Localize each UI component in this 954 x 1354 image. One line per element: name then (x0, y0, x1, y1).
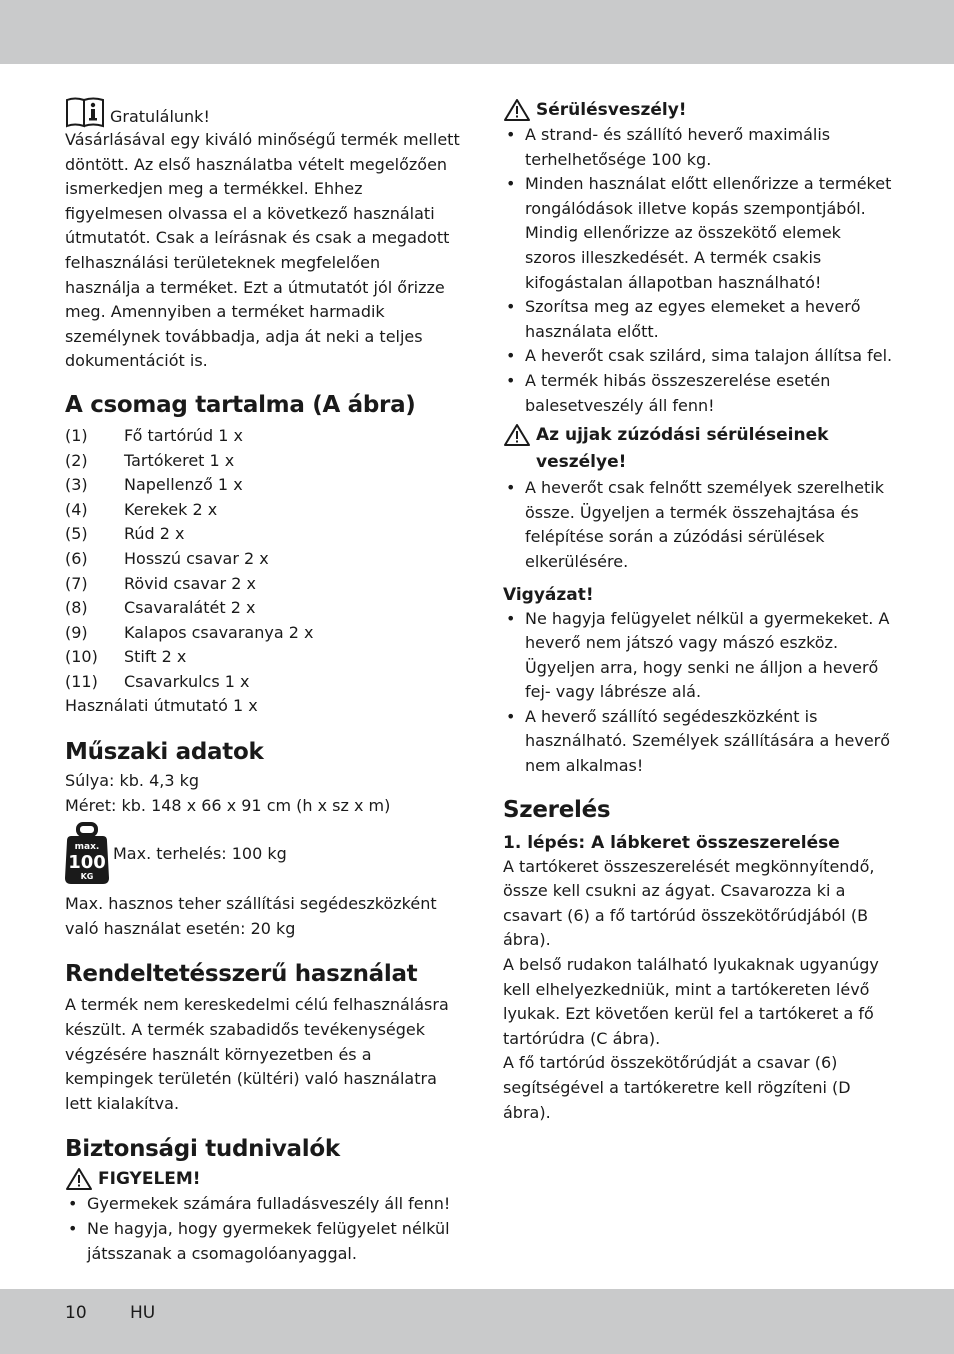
list-item: (10) Stift 2 x (65, 647, 187, 667)
list-item: • Minden használat előtt ellenőrizze a terméket rongálódások illetve kopás szempontjából. Mindig ellenőrizze az összekötő elemek szoros illeszkedését. A termék csakis kifogástalan állapotban használható! (503, 172, 895, 295)
list-item: (9) Kalapos csavaranya 2 x (65, 622, 314, 642)
badge-bottom: KG (80, 872, 94, 882)
warning-icon (503, 98, 531, 122)
left-column (65, 96, 460, 1266)
list-item: (8) Csavaralátét 2 x (65, 598, 256, 618)
max-transport: Max. hasznos teher szállítási segédeszközként való használat esetén: 20 kg (65, 894, 437, 938)
package-list (65, 424, 460, 695)
list-item: • A termék hibás összeszerelése esetén balesetveszély áll fenn! (503, 369, 895, 418)
list-item: (11) Csavarkulcs 1 x (65, 671, 250, 691)
usage-text: A termék nem kereskedelmi célú felhasználásra készült. A termék szabadidős tevékenységek végzésére használt környezetben és a kempingek területén (kültéri) való használatra lett kialakítva. (65, 995, 449, 1113)
fingers-heading (503, 422, 895, 476)
tech-weight: Súlya: kb. 4,3 kg (65, 771, 200, 791)
list-item: (6) Hosszú csavar 2 x (65, 548, 269, 568)
right-column (503, 97, 895, 1125)
badge-mid: 100 (68, 852, 106, 874)
injury-title: Sérülésveszély! (536, 100, 687, 120)
assembly-text-2: A belső rudakon található lyukaknak ugyanúgy kell elhelyezkedniük, mint a tartókereten lévő lyukak. Ezt követően kerül fel a tartókeret a fő tartórúdra (C ábra). (503, 955, 879, 1048)
assembly-text-3: A fő tartórúd összekötőrúdját a csavar (6) segítségével a tartókeretre kell rögzíteni (D ábra). (503, 1053, 851, 1122)
injury-list (503, 123, 895, 418)
fingers-list (503, 476, 895, 574)
safety-heading: Biztonsági tudnivalók (65, 1136, 340, 1163)
badge-top: max. (74, 842, 100, 853)
list-item: (7) Rövid csavar 2 x (65, 573, 256, 593)
usage-heading: Rendeltetésszerű használat (65, 961, 418, 988)
fingers-title: Az ujjak zúzódási sérüléseinek veszélye! (536, 425, 829, 473)
step1-heading: 1. lépés: A lábkeret összeszerelése (503, 832, 840, 853)
list-item: (4) Kerekek 2 x (65, 499, 218, 519)
warning-icon (503, 423, 531, 447)
language-code: HU (130, 1303, 156, 1323)
header-bar (0, 0, 954, 64)
assembly-heading: Szerelés (503, 796, 611, 823)
list-item: • A heverő szállító segédeszközként is használható. Személyek szállítására a heverő nem alkalmas! (503, 705, 895, 779)
intro-text: Vásárlásával egy kiváló minőségű termék mellett döntött. Az első használatba vételt megelőzően ismerkedjen meg a termékkel. Ehhez figyelmesen olvassa el a következő használati útmutatót. Csak a leírásnak és csak a megadott felhasználási területeknek megfelelően használja a terméket. Ezt a útmutatót jól őrizze meg. Amennyiben a terméket harmadik személynek továbbadja, adja át neki a teljes dokumentációt is. (65, 130, 460, 371)
list-item: (2) Tartókeret 1 x (65, 450, 235, 470)
info-icon (65, 96, 105, 128)
caution-list (503, 607, 895, 779)
tech-heading: Műszaki adatok (65, 739, 264, 766)
weight-100kg-icon (65, 822, 109, 886)
list-item: • Ne hagyja, hogy gyermekek felügyelet nélkül játsszanak a csomagolóanyaggal. (65, 1217, 460, 1266)
figyelem-title: FIGYELEM! (98, 1169, 201, 1190)
max-load: Max. terhelés: 100 kg (113, 843, 287, 863)
figyelem-list (65, 1192, 460, 1266)
manual-item: Használati útmutató 1 x (65, 696, 258, 716)
max-load-row (65, 822, 460, 886)
page-number: 10 (65, 1303, 87, 1323)
list-item: (1) Fő tartórúd 1 x (65, 425, 243, 445)
warning-icon (65, 1167, 93, 1191)
package-heading: A csomag tartalma (A ábra) (65, 391, 416, 418)
assembly-text-1: A tartókeret összeszerelését megkönnyítendő, össze kell csukni az ágyat. Csavarozza ki a csavart (6) a fő tartórúd összekötőrúdjából (B ábra). (503, 856, 875, 950)
list-item: • A heverőt csak felnőtt személyek szerelhetik össze. Ügyeljen a termék összehajtása és felépítése során a zúzódási sérülések elkerülésére. (503, 476, 895, 574)
list-item: (3) Napellenző 1 x (65, 475, 243, 495)
figyelem-heading (65, 1166, 460, 1192)
list-item: • Szorítsa meg az egyes elemeket a heverő használata előtt. (503, 295, 895, 344)
list-item: • A heverőt csak szilárd, sima talajon állítsa fel. (503, 344, 895, 369)
list-item: • A strand- és szállító heverő maximális terhelhetősége 100 kg. (503, 123, 895, 172)
list-item: • Gyermekek számára fulladásveszély áll fenn! (65, 1192, 460, 1217)
intro-title: Gratulálunk! (110, 107, 210, 126)
list-item: (5) Rúd 2 x (65, 524, 185, 544)
intro-heading (65, 96, 460, 128)
injury-heading (503, 97, 895, 123)
list-item: • Ne hagyja felügyelet nélkül a gyermekeket. A heverő nem játszó vagy mászó eszköz. Ügyeljen arra, hogy senki ne álljon a heverő fej- vagy lábrésze alá. (503, 607, 895, 705)
caution-heading: Vigyázat! (503, 584, 594, 605)
tech-size: Méret: kb. 148 x 66 x 91 cm (h x sz x m) (65, 795, 391, 815)
